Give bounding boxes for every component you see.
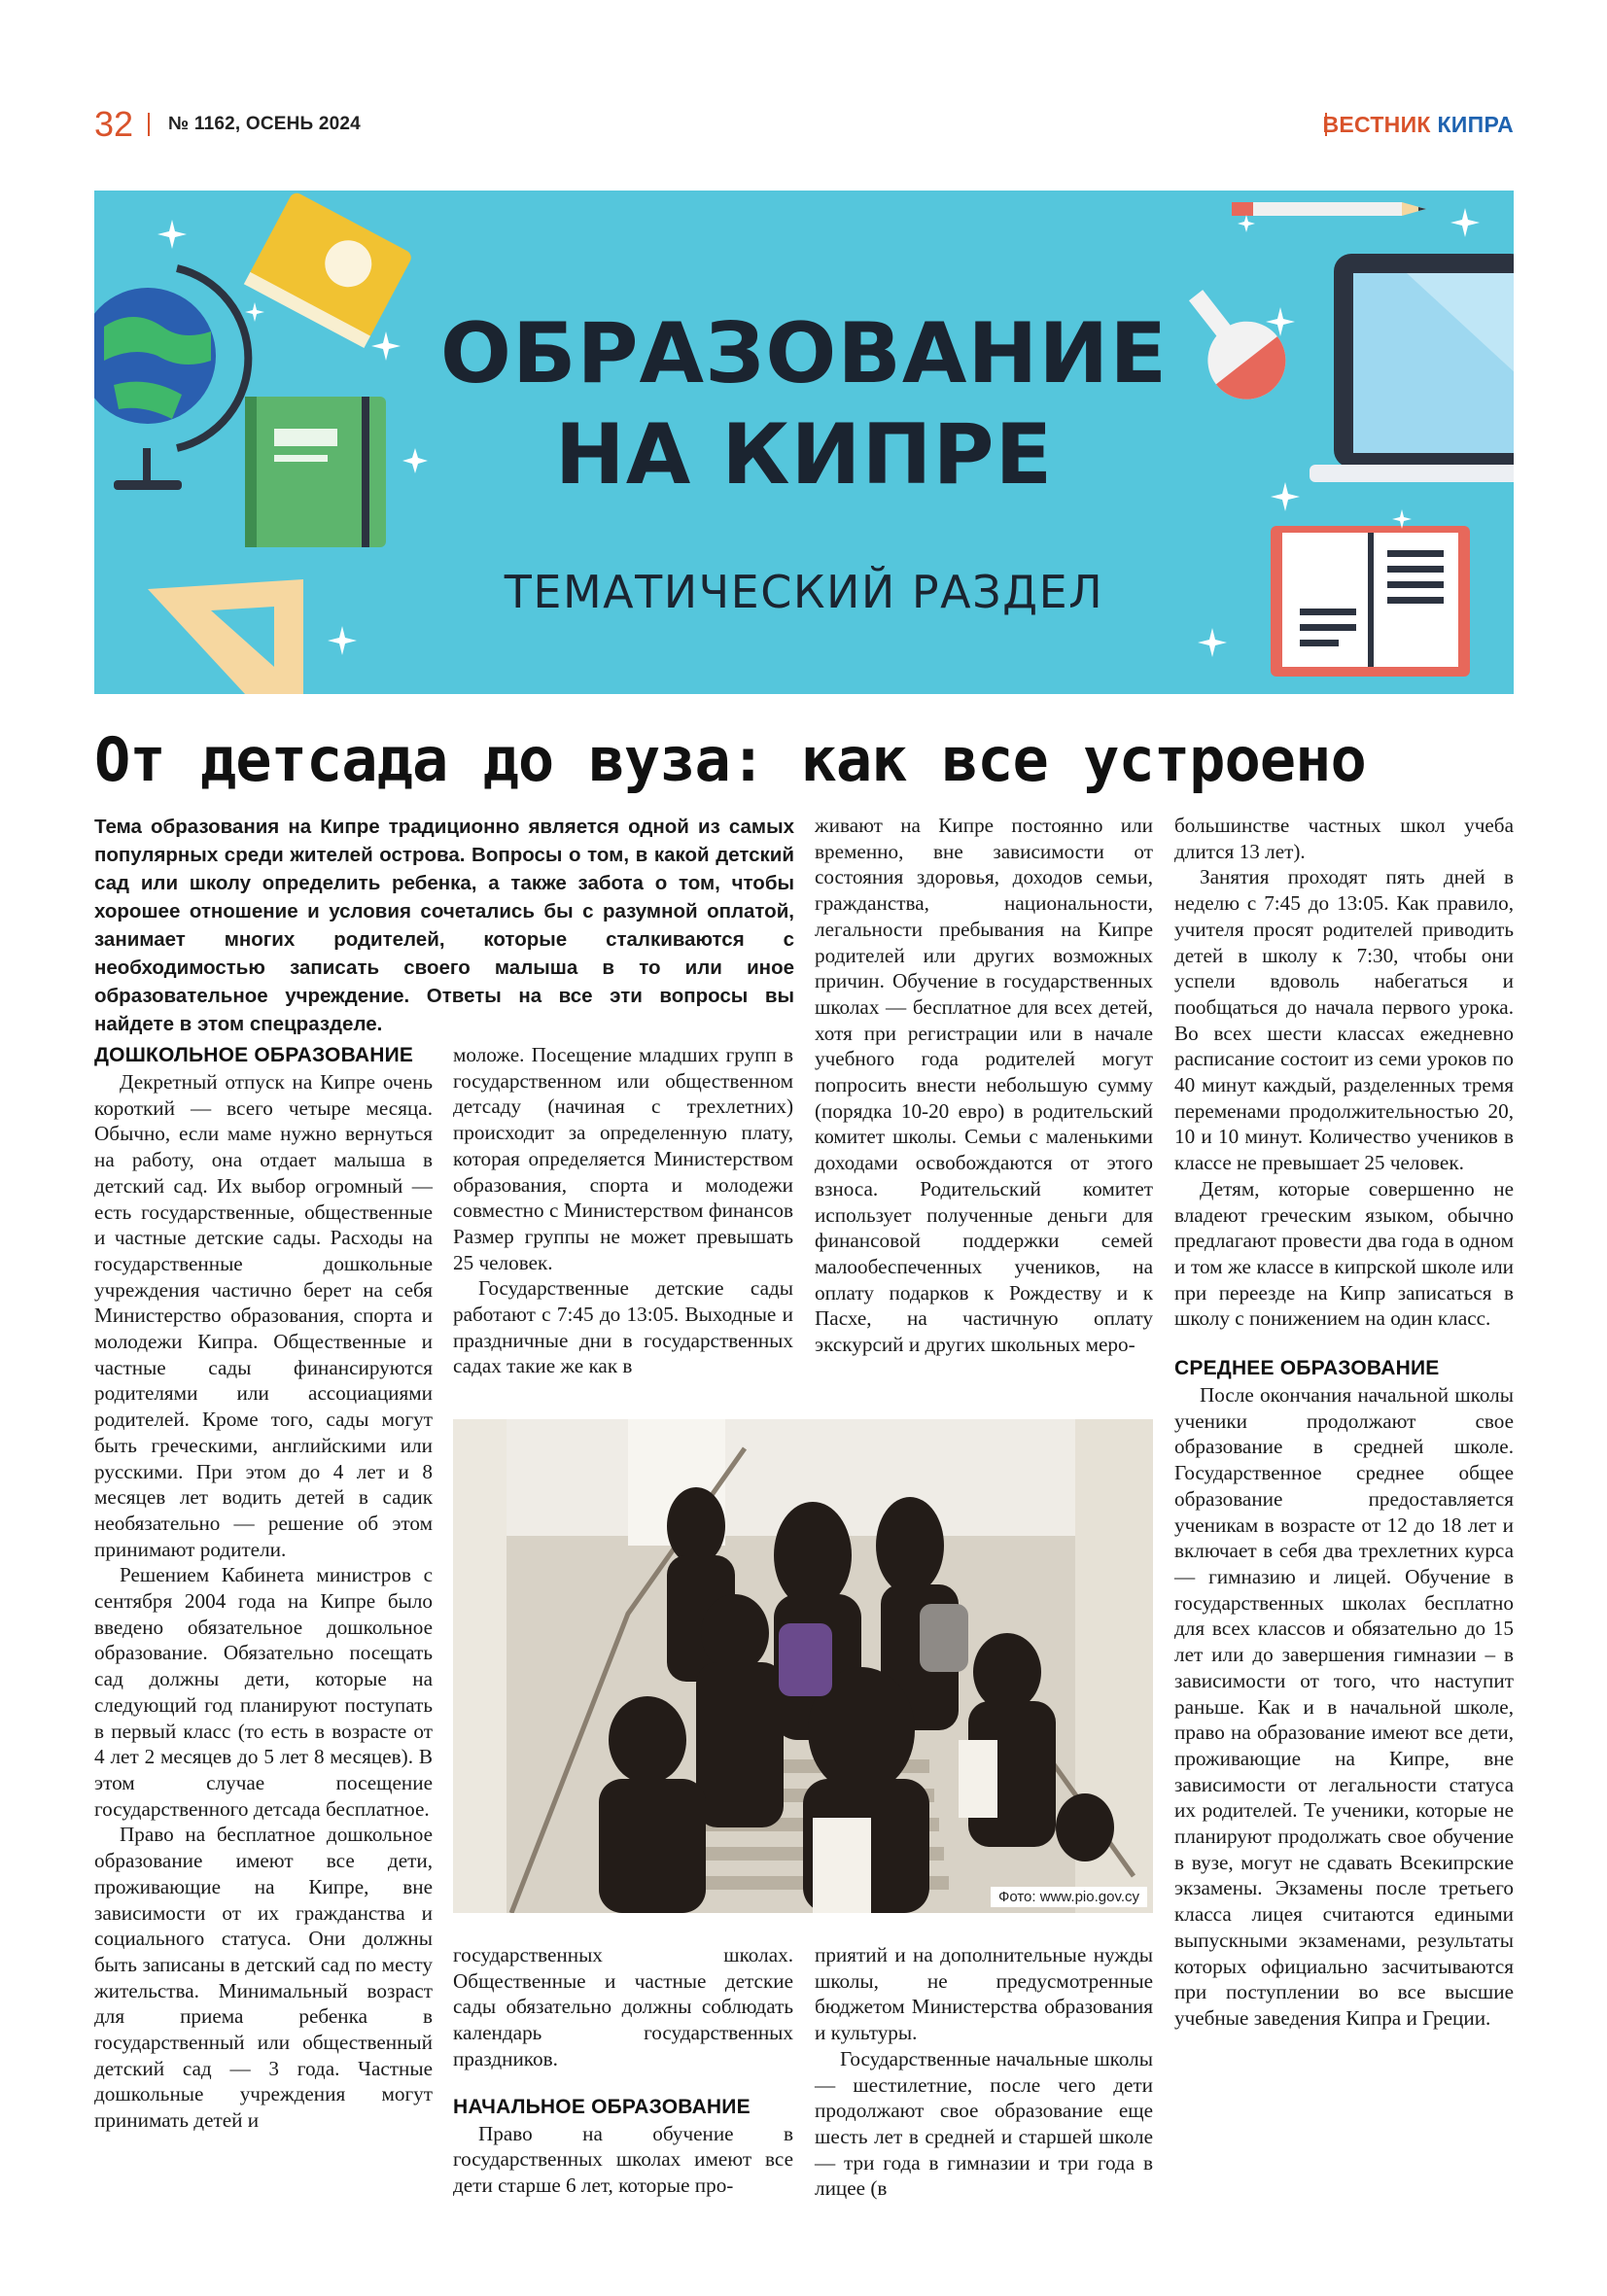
issue-label: № 1162, ОСЕНЬ 2024 [168,114,361,134]
paragraph: Декретный отпуск на Кипре очень короткий — всего четыре месяца. Обычно, если маме нужно вернуться на работу, она отдает малыша в детский сад. Их выбор огромный — есть государственные, общественные и частные детские сады. Расходы на государственные дошкольные учреждения частично берет на себя Министерство образования, спорта и молодежи Кипра. Общественные и частные сады финансируются родителями или ассоциациями родителей. Кроме того, сады могут быть греческими, английскими или русскими. При этом до 4 лет и 8 месяцев лет водить детей в садик необязательно — решение об этом принимают родители. [94,1070,433,1561]
article-lead: Тема образования на Кипре традиционно является одной из самых популярных среди жителей острова. Вопросы о том, в какой детский сад или школу определить ребенка, а также забота о том, чтобы хорошее отношение и условия сочетались бы с разумной оплатой, занимает многих родителей, которые сталкиваются с необходимостью записать своего малыша в то или иное образовательное учреждение. Ответы на все эти вопросы вы найдете в этом спецразделе. [94,816,794,1035]
banner-title-line2: НА КИПРЕ [554,406,1054,504]
section-heading-primary: НАЧАЛЬНОЕ ОБРАЗОВАНИЕ [453,2095,751,2118]
header-divider [148,113,150,136]
paragraph: Решением Кабинета министров с сентября 2004 года на Кипре было введено обязательное дошкольное образование. Обязательно посещать сад должны дети, которые на следующий год планируют поступать в первый класс (то есть в возрасте от 4 лет 2 месяцев до 5 лет 8 месяцев). В этом случае посещение государственного детсада бесплатное. [94,1563,433,1821]
banner-subtitle: ТЕМАТИЧЕСКИЙ РАЗДЕЛ [504,566,1104,618]
column-2-bottom [453,1942,793,2199]
paragraph: приятий и на дополнительные нужды школы, не предусмотренные бюджетом Министерства образования и культуры. [815,1943,1153,2045]
column-3-top [815,813,1153,1358]
column-3-bottom [815,1942,1153,2202]
column-4 [1174,813,1514,2032]
page-header [94,105,1514,144]
section-heading-secondary: СРЕДНЕЕ ОБРАЗОВАНИЕ [1174,1357,1440,1380]
paragraph: Право на бесплатное дошкольное образование имеют все дети, проживающие на Кипре, вне зависимости от их гражданства и социального статуса. Они должны быть записаны в детский сад по месту жительства. Минимальный возраст для приема ребенка в государственный или общественный детский сад — 3 года. Частные дошкольные учреждения могут принимать детей и [94,1823,433,2133]
section-heading-preschool: ДОШКОЛЬНОЕ ОБРАЗОВАНИЕ [94,1044,414,1066]
column-1 [94,1042,433,2134]
paragraph: живают на Кипре постоянно или временно, вне зависимости от состояния здоровья, доходов семьи, гражданства, национальности, легальности пребывания на Кипре родителей или других возможных причин. Обучение в государственных школах — бесплатное для всех детей, хотя при регистрации или в начале учебного года родителей могут попросить внести небольшую сумму (порядка 10-20 евро) в родительский комитет школы. Семьи с маленькими доходами освобождаются от этого взноса. Родительский комитет использует полученные деньги для финансовой поддержки семей малообеспеченных учеников, на оплату подарков к Рождеству и к Пасхе, на частичную оплату экскурсий и других школьных меро- [815,814,1153,1357]
section-banner [94,191,1514,694]
paragraph: Право на обучение в государственных школах имеют все дети старше 6 лет, которые про- [453,2121,793,2197]
brand-part2: КИПРА [1437,112,1514,137]
paragraph: большинстве частных школ учеба длится 13 лет). [1174,814,1514,863]
publication-brand [1322,105,1514,144]
article-photo [453,1419,1153,1913]
page-number: 32 [94,104,134,144]
photo-students-on-stairs [453,1419,1153,1913]
paragraph: моложе. Посещение младших групп в государственном или общественном детсаду (начиная с трехлетних) происходит за определенную плату, которая определяется Министерством образования, спорта и молодежи совместно с Министерством финансов Размер группы не может превышать 25 человек. [453,1043,793,1274]
paragraph: Занятия проходят пять дней в неделю с 7:45 до 13:05. Как правило, учителя просят родителей приводить детей в школу к 7:30, чтобы они успели вдоволь набегаться и пообщаться до начала первого урока. Во всех шести классах ежедневно расписание состоит из семи уроков по 40 минут каждый, разделенных тремя переменами продолжительностью 20, 10 и 10 минут. Количество учеников в классе не превышает 25 человек. [1174,865,1514,1175]
paragraph: государственных школах. Общественные и частные детские сады обязательно должны соблюдать календарь государственных праздников. [453,1943,793,2070]
paragraph: После окончания начальной школы ученики продолжают свое образование в средней школе. Государственное среднее общее образование предоставляется ученикам в возрасте от 12 до 18 лет и включает в себя два трехлетних курса — гимназию и лицей. Обучение в государственных школах бесплатно для всех классов и обязательно до 15 лет или до завершения гимназии – в зависимости от того, что наступит раньше. Как и в начальной школе, право на образование имеют все дети, проживающие на Кипре, вне зависимости от легальности статуса их родителей. Те ученики, которые не планируют продолжать свое обучение в вузе, могут не сдавать Всекипрские экзамены. Экзамены после третьего класса лицея считаются едиными выпускными экзаменами, результаты которых официально засчитываются при поступлении во все высшие учебные заведения Кипра и Греции. [1174,1383,1514,2030]
paragraph: Государственные начальные школы — шестилетние, после чего дети продолжают свое образование еще шесть лет в средней и старшей школе — три года в гимназии и три года в лицее (в [815,2046,1153,2201]
paragraph: Детям, которые совершенно не владеют греческим языком, обычно предлагают провести два года в одном и том же классе в кипрской школе или при переезде на Кипр записаться в школу с понижением на один класс. [1174,1176,1514,1331]
brand-part1: ВЕСТНИК [1322,112,1431,137]
column-2-top [453,1042,793,1379]
photo-credit: Фото: www.pio.gov.cy [991,1887,1147,1907]
paragraph: Государственные детские сады работают с 7:45 до 13:05. Выходные и праздничные дни в государственных садах такие же как в [453,1276,793,1378]
pencil-icon [1232,202,1426,216]
banner-title-line1: ОБРАЗОВАНИЕ [439,305,1169,402]
article-headline: От детсада до вуза: как все устроено [94,724,1366,795]
